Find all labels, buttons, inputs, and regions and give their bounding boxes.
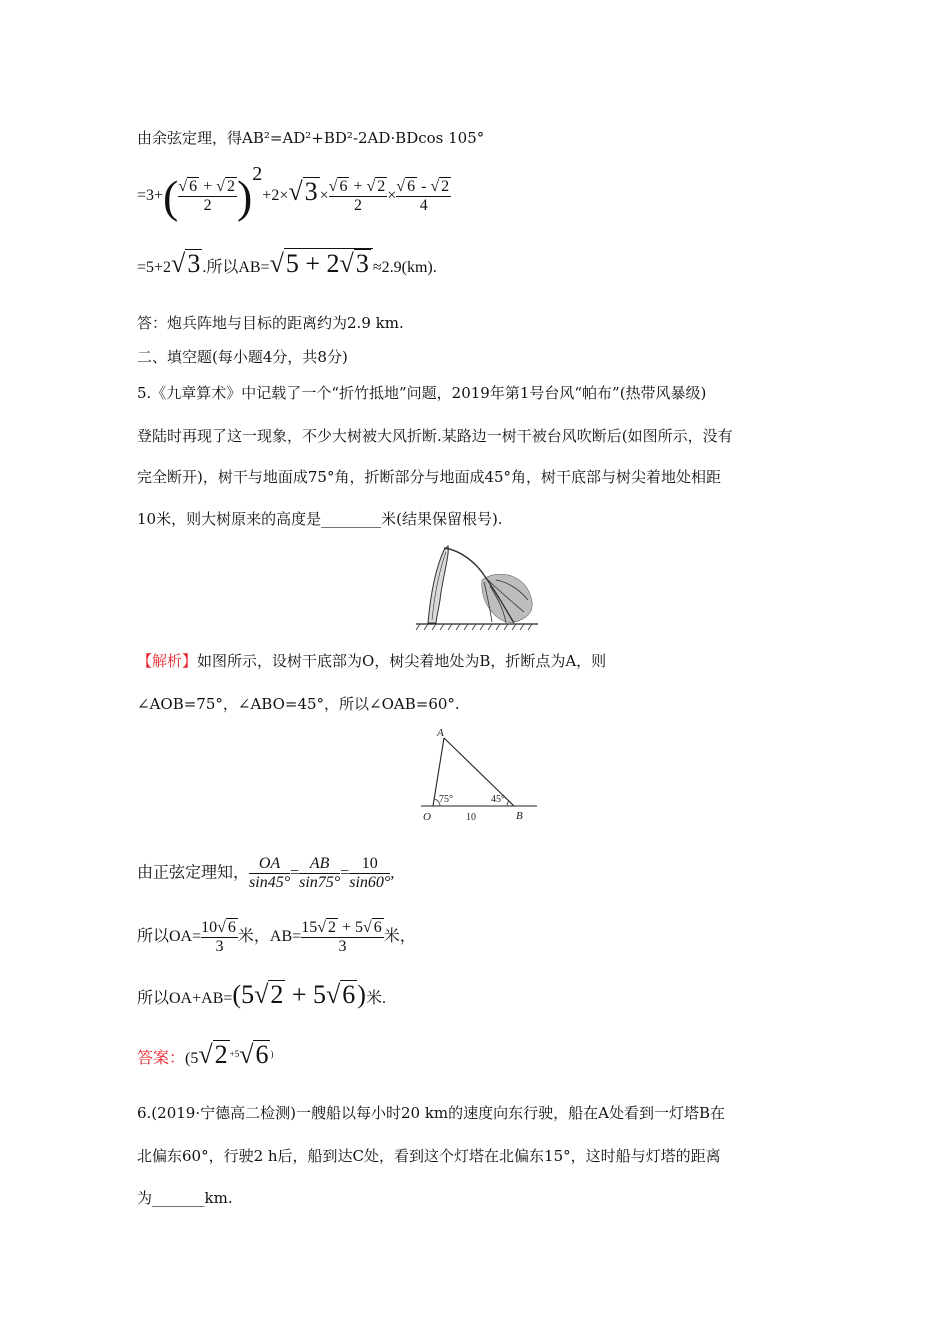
broken-tree-illustration: [410, 540, 542, 632]
q5-line-4: 10米，则大树原来的高度是________米(结果保留根号).: [137, 510, 503, 528]
q5-line-3: 完全断开)，树干与地面成75°角，折断部分与地面成45°角，树干底部与树尖着地处相距: [137, 468, 722, 486]
q6-line-1: 6.(2019·宁德高二检测)一艘船以每小时20 km的速度向东行驶，船在A处看到一灯塔B在: [137, 1104, 725, 1122]
vertex-a-label: A: [437, 727, 444, 739]
ab-result-line: =5+2√3 .所以AB=√5 + 2√3 ≈2.9(km).: [137, 249, 437, 278]
q6-line-2: 北偏东60°，行驶2 h后，船到达C处，看到这个灯塔在北偏东15°，这时船与灯塔的距离: [137, 1147, 721, 1165]
vertex-b-label: B: [516, 810, 523, 822]
cosine-law-line: 由余弦定理，得AB²=AD²+BD²-2AD·BDcos 105°: [137, 129, 485, 147]
sum-line: 所以OA+AB=(5√2 + 5√6)米.: [137, 980, 386, 1009]
analysis-tag: 【解析】: [137, 652, 198, 670]
analysis-line-2: ∠AOB=75°，∠ABO=45°，所以∠OAB=60°.: [137, 695, 460, 713]
q5-line-1: 5.《九章算术》中记载了一个“折竹抵地”问题，2019年第1号台风“帕布”(热带风暴级): [137, 384, 707, 402]
q5-line-2: 登陆时再现了这一现象，不少大树被大风折断.某路边一树干被台风吹断后(如图所示，没有: [137, 427, 733, 445]
answer-label: 答案：: [137, 1050, 186, 1067]
section-title: 二、填空题(每小题4分，共8分): [137, 348, 348, 366]
base-length-label: 10: [466, 812, 476, 823]
angle-b-label: 45°: [491, 794, 505, 805]
prev-answer: 答：炮兵阵地与目标的距离约为2.9 km.: [137, 314, 404, 332]
analysis-line-1: 【解析】如图所示，设树干底部为O，树尖着地处为B，折断点为A，则: [137, 652, 607, 670]
vertex-o-label: O: [423, 811, 431, 823]
oa-ab-values: 所以OA= $\frac{10√ 6}{3}$ 米，AB= $\frac{15√ 2 + 5√ 6}{3}$ 米，: [137, 919, 416, 956]
triangle-diagram: [415, 726, 545, 824]
cosine-expansion: =3+( $\frac{√ 6 + √ 2}{2}$ )$^2$+2×√3 × $\frac{√ 6 + √ 2}{2}$ × $\frac{√ 6 - √ 2}{4}$: [137, 163, 450, 222]
q5-answer: 答案：(5√2 $^{+5}$√6 ): [137, 1040, 274, 1069]
q6-line-3: 为_______km.: [137, 1189, 233, 1207]
sine-law-line: 由正弦定理知， $\frac{OA}{\sin 45^\circ}$ = $\frac{AB}{\sin 75^\circ}$ = $\frac{10}{\sin 60^\circ}$ ,: [137, 855, 395, 892]
angle-o-label: 75°: [439, 794, 453, 805]
